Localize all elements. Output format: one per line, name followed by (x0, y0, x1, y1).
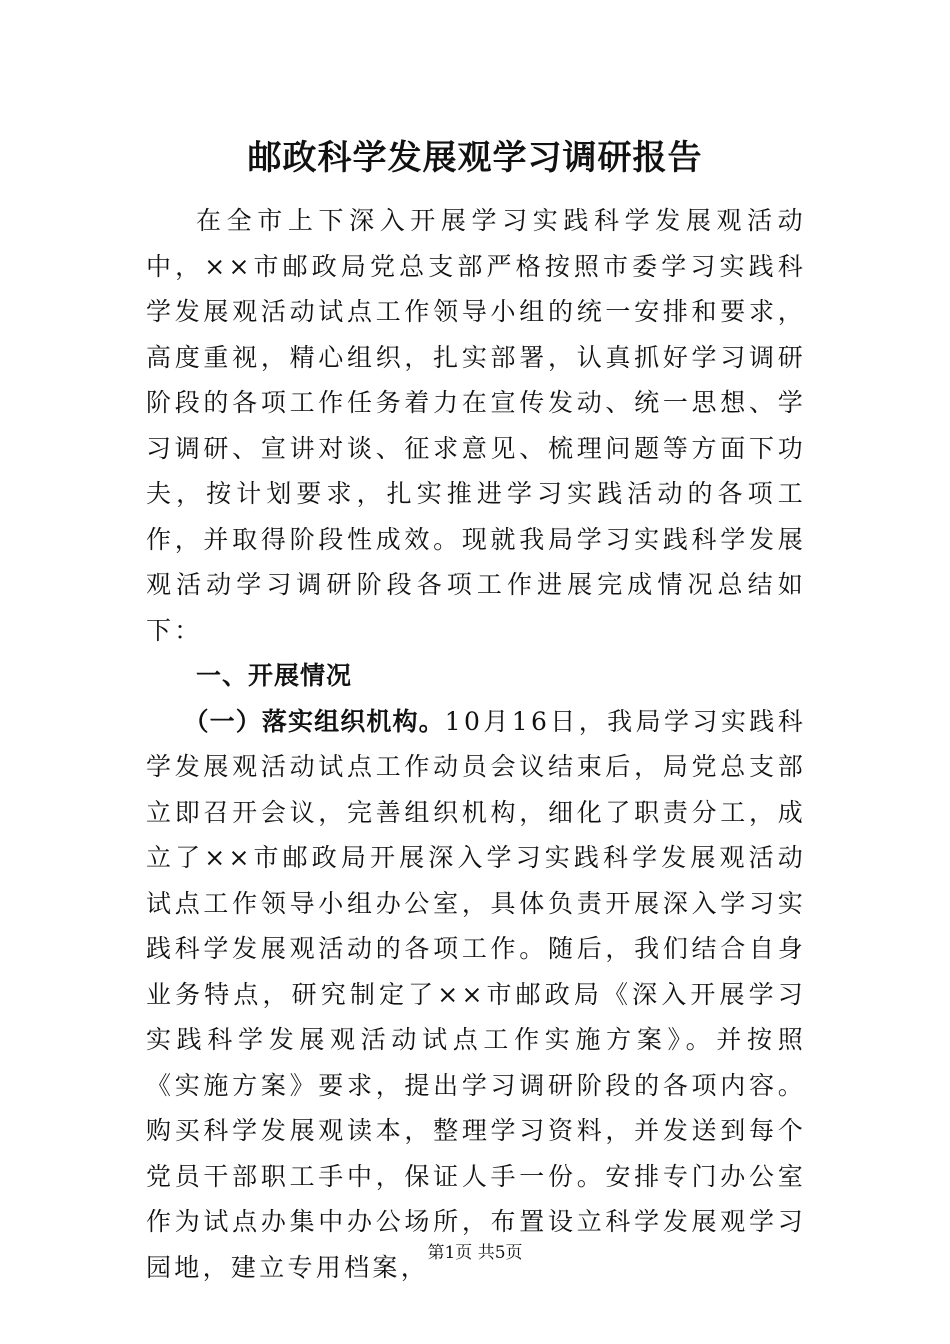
subsection-text: 10月16日，我局学习实践科学发展观活动试点工作动员会议结束后，局党总支部立即召开会议，完善组织机构，细化了职责分工，成立了××市邮政局开展深入学习实践科学发展观活动试点工作领导小组办公室，具体负责开展深入学习实践科学发展观活动的各项工作。随后，我们结合自身业务特点，研究制定了××市邮政局《深入开展学习实践科学发展观活动试点工作实施方案》。并按照《实施方案》要求，提出学习调研阶段的各项内容。购买科学发展观读本，整理学习资料，并发送到每个党员干部职工手中，保证人手一份。安排专门办公室作为试点办集中办公场所，布置设立科学发展观学习园地，建立专用档案， (146, 706, 806, 1282)
section-heading: 一、开展情况 (196, 661, 353, 690)
document-title: 邮政科学发展观学习调研报告 (247, 138, 703, 178)
page-footer: 第1页 共5页 (427, 1243, 523, 1263)
subsection-paragraph (146, 699, 806, 1291)
intro-paragraph: 在全市上下深入开展学习实践科学发展观活动中，××市邮政局党总支部严格按照市委学习实践科学发展观活动试点工作领导小组的统一安排和要求，高度重视，精心组织，扎实部署，认真抓好学习调研阶段的各项工作任务着力在宣传发动、统一思想、学习调研、宣讲对谈、征求意见、梳理问题等方面下功夫，按计划要求，扎实推进学习实践活动的各项工作，并取得阶段性成效。现就我局学习实践科学发展观活动学习调研阶段各项工作进展完成情况总结如下： (146, 206, 806, 645)
subsection-heading: （一）落实组织机构。 (183, 706, 445, 736)
document-body (146, 198, 806, 1290)
